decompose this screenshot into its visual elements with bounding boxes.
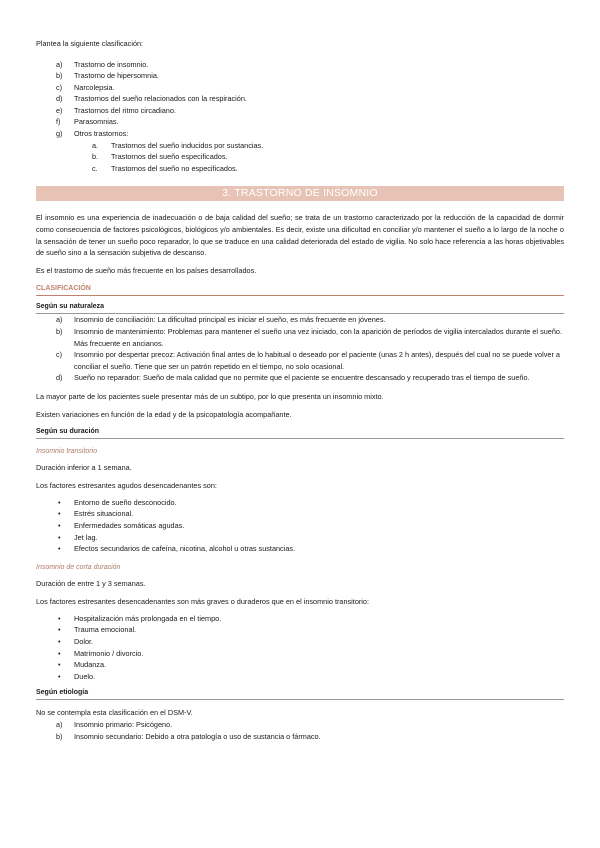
list-item: a) Insomnio primario: Psicógeno. <box>56 719 173 729</box>
transient-factors-intro: Los factores estresantes agudos desencadenantes son: <box>36 481 217 491</box>
etiology-note: No se contempla esta clasificación en el DSM-V. <box>36 708 193 718</box>
other-disorders-list <box>36 140 564 175</box>
definition-paragraph: El insomnio es una experiencia de inadecuación o de baja calidad del sueño; se trata de un trastorno caracterizado por la reducción de la capacidad de dormir como consecuencia de factores psicológicos, biológicos y/o ambientales. Es decir, existe una dificultad en conciliar y/o mantener el sueño a lo largo de la noche o la sensación de tener un sueño poco reparador, lo que se traduce en una calidad deteriorada del estado de vigilia. No solo hace referencia a las horas objetivables de sueño sino a la sensación subjetiva de descanso. <box>36 213 564 258</box>
classification-heading: CLASIFICACIÓN <box>36 285 564 296</box>
by-etiology-heading: Según etiología <box>36 689 564 700</box>
list-item: • Trauma emocional. <box>36 624 564 636</box>
by-etiology-list <box>36 719 564 742</box>
list-item: e) Trastornos del ritmo circadiano. <box>56 105 176 115</box>
list-item: b) Trastorno de hipersomnia. <box>56 71 159 81</box>
short-duration: Duración de entre 1 y 3 semanas. <box>36 578 146 588</box>
classification-list <box>36 59 564 140</box>
list-item: d) Sueño no reparador: Sueño de mala calidad que no permite que el paciente se encuentre descansado y recuperado tras el tiempo de sueño. <box>56 373 530 383</box>
by-duration-heading: Según su duración <box>36 428 564 439</box>
list-item: • Mudanza. <box>36 659 564 671</box>
list-item: a) Insomnio de conciliación: La dificultad principal es iniciar el sueño, es más frecuente en jóvenes. <box>56 315 386 325</box>
list-item: f) Parasomnias. <box>56 117 119 127</box>
intro-text: Plantea la siguiente clasificación: <box>36 39 144 48</box>
list-item: b. Trastornos del sueño especificados. <box>92 152 228 162</box>
frequency-paragraph: Es el trastorno de sueño más frecuente en los países desarrollados. <box>36 265 257 275</box>
short-heading: Insomnio de corta duración <box>36 563 121 571</box>
list-item: c) Insomnio por despertar precoz: Activación final antes de lo habitual o deseado por el paciente (unas 2 h antes), después del cual no se puede volver a conciliar el sueño. Tiene que ser un patrón repetido en el tiempo, no solo ocasional. <box>56 350 560 371</box>
list-item: • Jet lag. <box>36 532 564 544</box>
variations-paragraph: Existen variaciones en función de la edad y de la psicopatología acompañante. <box>36 410 292 420</box>
list-item: a. Trastornos del sueño inducidos por sustancias. <box>92 140 264 150</box>
list-item: c. Trastornos del sueño no especificados. <box>92 163 238 173</box>
transient-duration: Duración inferior a 1 semana. <box>36 462 132 472</box>
document-page <box>36 38 564 742</box>
by-nature-heading: Según su naturaleza <box>36 303 564 314</box>
list-item: a) Trastorno de insomnio. <box>56 59 149 69</box>
list-item: c) Narcolepsia. <box>56 82 115 92</box>
section-title: 3. TRASTORNO DE INSOMNIO <box>36 186 564 201</box>
list-item: • Enfermedades somáticas agudas. <box>36 520 564 532</box>
list-item: • Duelo. <box>36 671 564 683</box>
list-item: • Entorno de sueño desconocido. <box>36 497 564 509</box>
transient-heading: Insomnio transitorio <box>36 447 98 455</box>
list-item: • Matrimonio / divorcio. <box>36 648 564 660</box>
list-item: b) Insomnio secundario: Debido a otra patología o uso de sustancia o fármaco. <box>56 731 321 741</box>
transient-factors-list <box>36 497 564 555</box>
list-item: b) Insomnio de mantenimiento: Problemas para mantener el sueño una vez iniciado, con la aparición de períodos de vigilia intercalados durante el sueño. Más frecuente en ancianos. <box>56 326 562 348</box>
mixed-paragraph: La mayor parte de los pacientes suele presentar más de un subtipo, por lo que presenta un insomnio mixto. <box>36 391 384 401</box>
list-item: • Hospitalización más prolongada en el tiempo. <box>36 613 564 625</box>
by-nature-list <box>36 314 564 384</box>
list-item: • Efectos secundarios de cafeína, nicotina, alcohol u otras sustancias. <box>36 543 564 555</box>
list-item: g) Otros trastornos: <box>56 129 129 139</box>
short-factors-list <box>36 613 564 683</box>
list-item: • Dolor. <box>36 636 564 648</box>
list-item: d) Trastornos del sueño relacionados con la respiración. <box>56 94 247 104</box>
list-item: • Estrés situacional. <box>36 508 564 520</box>
short-factors-intro: Los factores estresantes desencadenantes son más graves o duraderos que en el insomnio transitorio: <box>36 597 370 607</box>
